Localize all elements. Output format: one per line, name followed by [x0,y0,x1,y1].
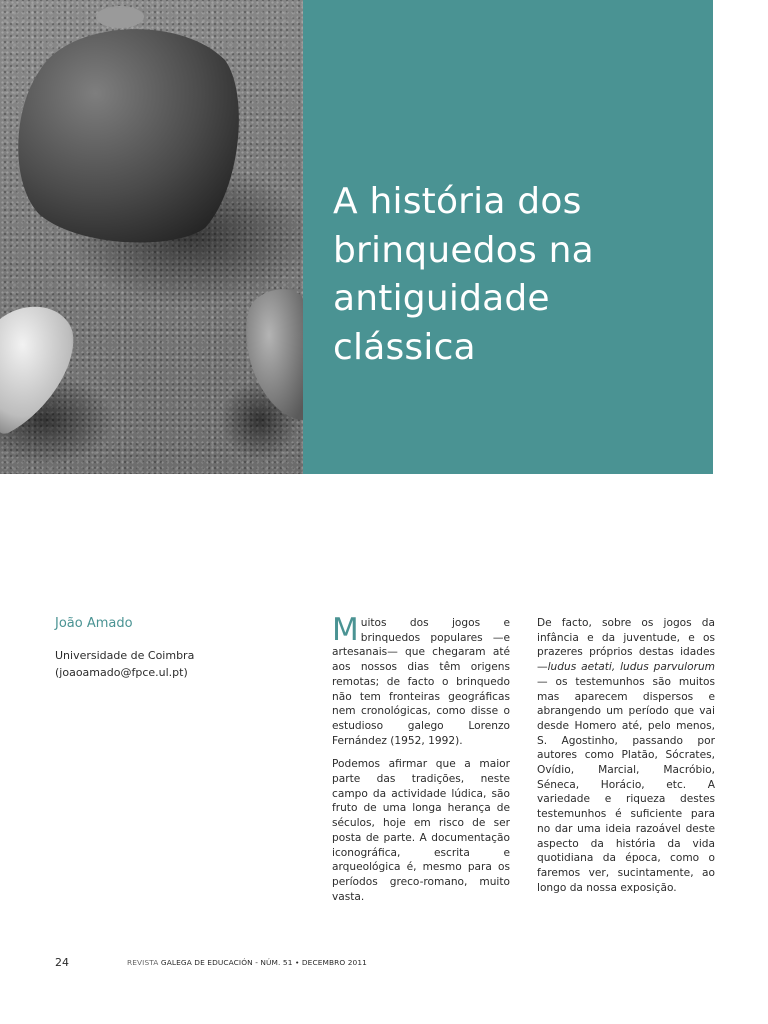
journal-name: GALEGA DE EDUCACIÓN [160,958,253,967]
journal-footer [127,958,367,967]
text-column-2 [537,616,715,904]
stones-on-gravel-photo-icon [0,0,303,474]
header-photo [0,0,303,474]
paragraph-1-text: uitos dos jogos e brinquedos populares —e artesanais— que chegaram até aos nossos dias têm origens remotas; de facto o brinquedo não tem fronteiras geográficas nem cronológicas, como disse o estudioso galego Lorenzo Fernández (1952, 1992). [332,617,510,747]
journal-issue: - NÚM. 51 • DECEMBRO 2011 [252,958,367,967]
paragraph-1 [332,612,510,748]
affiliation-institution: Universidade de Coimbra [55,649,195,662]
paragraph-3-part-a: De facto, sobre os jogos da infância e da juventude, e os prazeres próprios destas idades — [537,617,715,674]
page-number: 24 [55,956,69,969]
text-column-1 [332,612,510,913]
author-name: João Amado [55,616,133,631]
paragraph-3 [537,616,715,895]
drop-cap: M [332,612,359,648]
paragraph-2: Podemos afirmar que a maior parte das tradições, neste campo da actividade lúdica, são fruto de uma longa herança de séculos, hoje em risco de ser posta de parte. A documentação iconográfica, escrita e arqueológica é, mesmo para os períodos greco-romano, muito vasta. [332,758,510,903]
author-email: (joaoamado@fpce.ul.pt) [55,666,188,679]
paragraph-3-part-b: — os testemunhos são muitos mas aparecem dispersos e abrangendo um período que vai desde Homero até, pelo menos, S. Agostinho, passando por autores como Platão, Sócrates, Ovídio, Marcial, Macróbio, Séneca, Horácio, etc. A variedade e riqueza destes testemunhos é suficiente para no dar uma ideia razoável deste aspecto da história da vida quotidiana da época, como o faremos ver, sucintamente, ao longo da nossa exposição. [537,675,715,894]
article-title: A história dos brinquedos na antiguidade clássica [333,181,594,368]
paragraph-3-latin: ludus aetati, ludus parvulorum [547,661,715,674]
journal-prefix: REVISTA [127,958,161,967]
author-affiliation [55,647,194,681]
